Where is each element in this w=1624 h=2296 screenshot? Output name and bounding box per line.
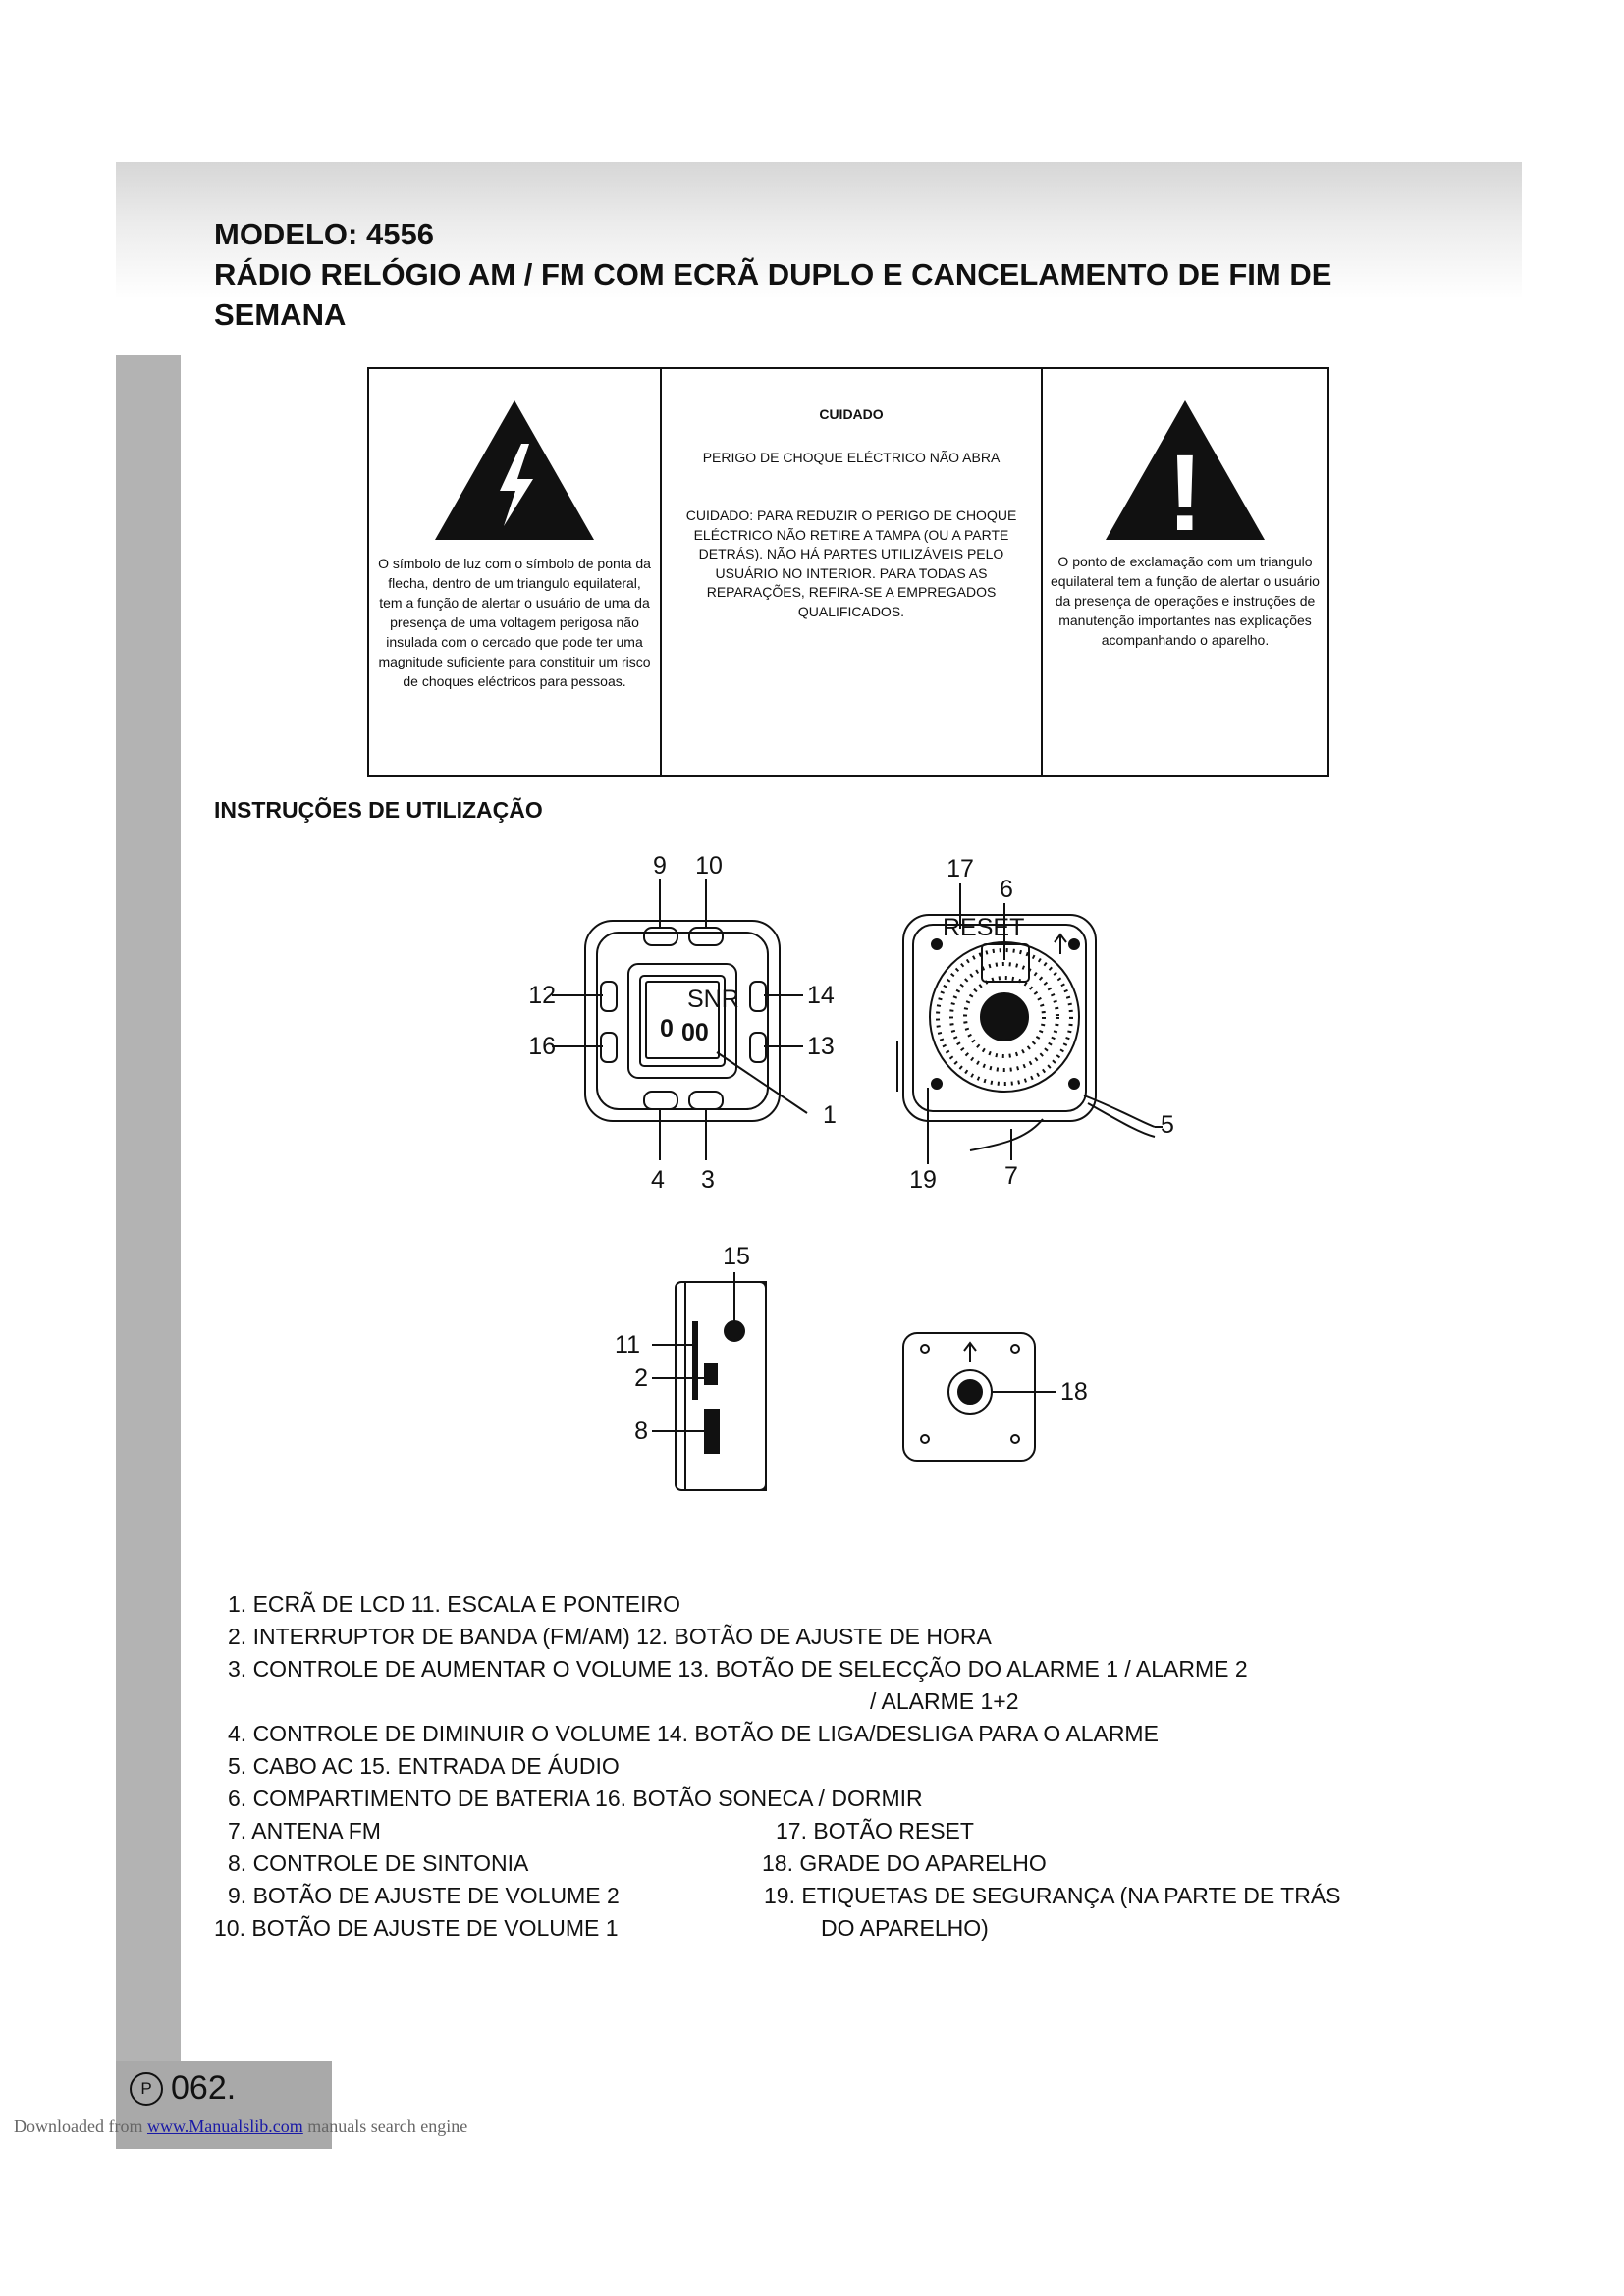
callout-3: 3 bbox=[701, 1166, 715, 1194]
part-left: 2. INTERRUPTOR DE BANDA (FM/AM) 12. BOTÃO DE AJUSTE DE HORA bbox=[228, 1624, 992, 1649]
callout-1: 1 bbox=[823, 1101, 837, 1129]
warning-right-column bbox=[1043, 369, 1327, 775]
caution-text: CUIDADO: PARA REDUZIR O PERIGO DE CHOQUE ELÉCTRICO NÃO RETIRE A TAMPA (OU A PARTE DETRÁS). NÃO HÁ PARTES UTILIZÁVEIS PELO USUÁRIO NO INTERIOR. PARA TODAS AS REPARAÇÕES, REFIRA-SE A EMPREGADOS QUALIFICADOS. bbox=[685, 507, 1017, 619]
side-bar bbox=[116, 355, 181, 2149]
callout-16: 16 bbox=[528, 1033, 556, 1060]
part-left: 10. BOTÃO DE AJUSTE DE VOLUME 1 bbox=[214, 1915, 619, 1941]
front-view bbox=[552, 879, 807, 1160]
section-title: INSTRUÇÕES DE UTILIZAÇÃO bbox=[214, 797, 543, 823]
manualslib-link[interactable]: www.Manualslib.com bbox=[146, 2116, 303, 2136]
callout-15: 15 bbox=[723, 1243, 750, 1270]
part-right: 18. GRADE DO APARELHO bbox=[762, 1850, 1047, 1876]
callout-9: 9 bbox=[653, 852, 667, 880]
callout-4: 4 bbox=[651, 1166, 665, 1194]
model-line: MODELO: 4556 bbox=[214, 217, 434, 251]
callout-6: 6 bbox=[1000, 876, 1013, 903]
callout-18: 18 bbox=[1060, 1378, 1088, 1406]
title-block bbox=[214, 214, 1490, 335]
exclamation-mark: ! bbox=[1166, 433, 1204, 544]
part-right: / ALARME 1+2 bbox=[870, 1688, 1019, 1714]
side-view bbox=[652, 1272, 766, 1490]
callout-19: 19 bbox=[909, 1166, 937, 1194]
back-view bbox=[897, 883, 1163, 1164]
lcd-readout bbox=[660, 986, 739, 1046]
part-right: 19. ETIQUETAS DE SEGURANÇA (NA PARTE DE TRÁS bbox=[764, 1883, 1341, 1908]
page-number-value: 062. bbox=[171, 2069, 237, 2107]
title-line-2: SEMANA bbox=[214, 297, 347, 332]
warning-box bbox=[367, 367, 1329, 777]
title-line-1: RÁDIO RELÓGIO AM / FM COM ECRÃ DUPLO E CANCELAMENTO DE FIM DE bbox=[214, 257, 1332, 292]
footer bbox=[14, 2116, 467, 2137]
grille-view bbox=[903, 1333, 1056, 1461]
part-left: 7. ANTENA FM bbox=[228, 1818, 381, 1843]
part-left: 6. COMPARTIMENTO DE BATERIA 16. BOTÃO SONECA / DORMIR bbox=[228, 1786, 923, 1811]
part-left: 3. CONTROLE DE AUMENTAR O VOLUME 13. BOTÃO DE SELECÇÃO DO ALARME 1 / ALARME 2 bbox=[228, 1656, 1248, 1682]
callout-8: 8 bbox=[634, 1417, 648, 1445]
part-left: 8. CONTROLE DE SINTONIA bbox=[228, 1850, 529, 1876]
lightning-warning-icon bbox=[431, 397, 598, 544]
language-letter-icon: P bbox=[130, 2072, 163, 2106]
callout-10: 10 bbox=[695, 852, 723, 880]
callout-17: 17 bbox=[947, 855, 974, 882]
reset-label: RESET bbox=[943, 914, 1025, 941]
part-left: 4. CONTROLE DE DIMINUIR O VOLUME 14. BOTÃO DE LIGA/DESLIGA PARA O ALARME bbox=[228, 1721, 1159, 1746]
page-number bbox=[130, 2069, 236, 2108]
lightning-explanation: O símbolo de luz com o símbolo de ponta da flecha, dentro de um triangulo equilateral, tem a função de alertar o usuário de uma da presença de uma voltagem perigosa não insulada com o cercado que pode ter uma magnitude suficiente para constituir um risco de choques eléctricos para pessoas. bbox=[378, 556, 651, 689]
exclamation-warning-icon bbox=[1102, 397, 1269, 544]
warning-left-column bbox=[369, 369, 662, 775]
lcd-tag: SNR bbox=[687, 986, 739, 1013]
warning-middle-column bbox=[662, 369, 1043, 775]
callout-13: 13 bbox=[807, 1033, 835, 1060]
caution-no-open: PERIGO DE CHOQUE ELÉCTRICO NÃO ABRA bbox=[702, 450, 1001, 465]
caution-title: CUIDADO bbox=[819, 406, 884, 422]
lcd-digit: 0 bbox=[660, 1015, 674, 1042]
footer-prefix: Downloaded from bbox=[14, 2116, 147, 2136]
callout-14: 14 bbox=[807, 982, 835, 1009]
callout-12: 12 bbox=[528, 982, 556, 1009]
exclamation-explanation: O ponto de exclamação com um triangulo equilateral tem a função de alertar o usuário da presença de operações e instruções de manutenção importantes nas explicações acompanhando o aparelho. bbox=[1051, 554, 1320, 648]
callout-7: 7 bbox=[1004, 1162, 1018, 1190]
part-left: 9. BOTÃO DE AJUSTE DE VOLUME 2 bbox=[228, 1883, 620, 1908]
callout-2: 2 bbox=[634, 1364, 648, 1392]
part-left: 1. ECRÃ DE LCD 11. ESCALA E PONTEIRO bbox=[228, 1591, 680, 1617]
callout-5: 5 bbox=[1161, 1111, 1174, 1139]
footer-suffix: manuals search engine bbox=[302, 2116, 468, 2136]
part-left: 5. CABO AC 15. ENTRADA DE ÁUDIO bbox=[228, 1753, 620, 1779]
callout-11: 11 bbox=[615, 1331, 640, 1359]
lcd-small-digits: 00 bbox=[681, 1019, 709, 1046]
part-right: DO APARELHO) bbox=[821, 1915, 989, 1941]
part-right: 17. BOTÃO RESET bbox=[776, 1818, 974, 1843]
